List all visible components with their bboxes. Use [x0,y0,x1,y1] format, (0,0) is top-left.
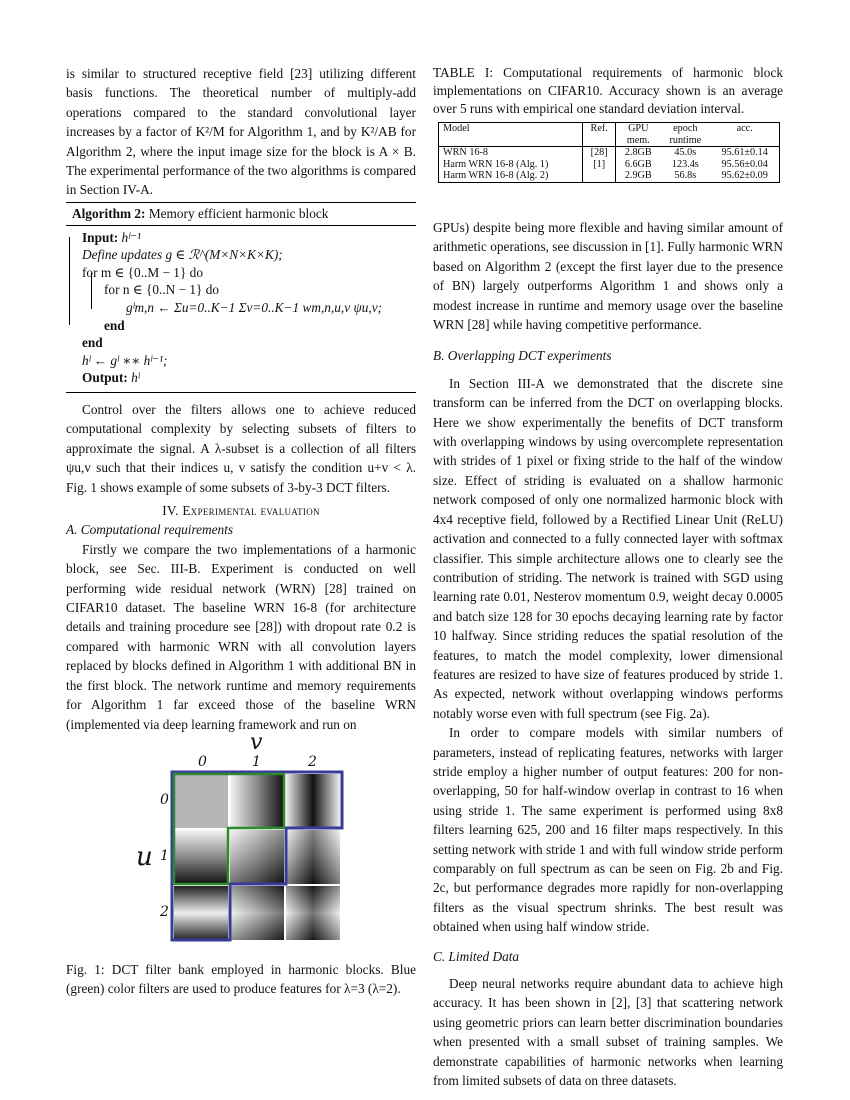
subset-boundaries [130,730,360,950]
header-model: Model [439,123,583,135]
cell-acc: 95.62±0.09 [710,170,779,182]
cell-gpu: 6.6GB [616,159,661,171]
algo-update-line: gˡm,n ← Σu=0..K−1 Σv=0..K−1 wm,n,u,v ψu,v; [126,299,383,315]
gpu-paragraph: GPUs) despite being more flexible and having similar amount of arithmetic operations, see discussion in [1]. Fully harmonic WRN based on Algorithm 2 (except the first layer due to the presence of BN) largely outperforms Algorithm 1 and shows only a modest increase in runtime and memory usage over the baseline WRN [28] while having competitive performance. [433,220,783,333]
subsection-a-heading: A. Computational requirements [66,522,234,538]
subsection-b-heading: B. Overlapping DCT experiments [433,348,612,364]
table-row [439,170,780,182]
requirements-table [438,122,780,183]
dct-filter-figure [130,730,360,950]
algorithm-box [66,202,416,393]
section-title: IV. Experimental evaluation [162,503,320,519]
algo-output-keyword: Output: [82,370,128,386]
algo-input-value: hˡ⁻¹ [121,229,142,245]
cell-ref: [28] [583,147,616,159]
subsection-c-heading: C. Limited Data [433,948,520,964]
cell-acc: 95.56±0.04 [710,159,779,171]
v-axis-label: v [250,730,263,755]
algo-input-keyword: Input: [82,229,119,245]
cell-ref [583,170,616,182]
computational-paragraph: Firstly we compare the two implementations of a harmonic block, see Sec. III-B. Experiment is conducted on well performing wide residual network (WRN) [28] trained on CIFAR10 dataset. The baseline WRN 16-8 (for architecture details and training procedure see [28]) with dropout rate 0.2 is compared with harmonic WRN with all convolution layers replaced by blocks defined in Algorithm 1 with additional BN in the first block. The network runtime and memory requirements for Algorithm 1 far exceed those of the baseline WRN (implemented via deep learning framework and run on [66,541,416,732]
algo-define-line: Define updates g ∈ ℛ^(M×N×K×K); [82,247,283,263]
u-axis-label: u [136,842,153,872]
lambda-2-boundary [174,774,284,884]
table-row [439,147,780,159]
algorithm-title: Memory efficient harmonic block [148,206,329,221]
algorithm-label: Algorithm 2: [72,206,146,221]
algo-outer-loop-bar [69,237,70,325]
header-ref: Ref. [583,123,616,135]
cell-gpu: 2.9GB [616,170,661,182]
algo-end-outer: end [82,335,103,351]
algo-output-value: hˡ [131,370,140,386]
cell-epoch: 45.0s [674,147,697,158]
algorithm-body [66,226,416,387]
lambda-3-boundary [172,772,342,940]
header-epoch: epoch [660,123,710,135]
table-row [439,159,780,171]
header-gpu: GPU [616,123,661,135]
compare-paragraph: In order to compare models with similar numbers of parameters, instead of replicating features, networks with larger stride employ a higher number of output features: 200 for non-overlapping, 50 for half-window overlap in contrast to 16 when using stride 1. The same experiment is performed using 8x8 filters learning 625, 200 and 16 filter maps respectively. In this setting network with stride 1 and with full window stride perform comparably on full spectrum as can be seen on Fig. 2b and Fig. 2c, but performance degrades more rapidly for non-overlapping filters as the visual spectrum shrinks. The best result was obtained when using half window stride. [433,725,783,935]
cell-model: Harm WRN 16-8 (Alg. 2) [439,170,583,182]
row-tick-1: 1 [160,848,169,864]
limited-data-paragraph: Deep neural networks require abundant data to achieve high accuracy. It has been shown in [2], [3] that scattering network using geometric priors can learn better discrimination boundaries when presented with a small subset of training samples. We demonstrate capabilities of harmonic networks when learning from limited subsets of data on three datasets. [433,976,783,1089]
row-tick-0: 0 [160,792,169,808]
table-header-row [439,123,780,135]
algo-inner-loop-bar [91,273,92,309]
cell-gpu: 2.8GB [616,147,661,159]
control-paragraph: Control over the filters allows one to achieve reduced computational complexity by selecting subsets of filters to approximate the signal. A λ-subset is a collection of all filters ψu,v such that their indices u, v satisfy the condition u+v < λ. Fig. 1 shows example of some subsets of 3-by-3 DCT filters. [66,402,416,495]
cell-epoch: 123.4s [671,158,699,170]
table-header-sub-row [439,135,780,147]
col-tick-0: 0 [198,754,207,770]
cell-ref: [1] [583,159,616,171]
cell-model: WRN 16-8 [439,147,583,159]
left-column-bottom [66,400,416,734]
overlap-paragraph: In Section III-A we demonstrated that the discrete sine transform can be inferred from the DCT on overlapping blocks. Here we show experimentally the benefits of DCT transform with overlapping windows by using overcomplete representation with strides of 1 pixel or fixing stride to the half of the window size. Effect of striding is evaluated on a shallow harmonic network composed of only one normalized harmonic block with 4x4 receptive field, followed by a Rectified Linear Unit (ReLU) activation and connected to a fully connected layer with softmax classifier. This simple architecture allows one to clearly see the contribution of striding. The network is trained with SGD using learning rate 0.01, Nesterov momentum 0.9, weight decay 0.0005 and batch size 128 for 30 epochs decaying learning rate by factor 10 halfway. Since striding reduces the spatial resolution of the features, to match the model complexity, lower dimensional features are resized to have size of features produced by stride 1. As expected, network without overlapping windows performs notably worse even with full spectrum (see Fig. 2a). [433,375,783,721]
col-tick-1: 1 [252,754,261,770]
row-tick-2: 2 [160,904,169,920]
algo-for-m-line: for m ∈ {0..M − 1} do [82,264,203,280]
right-column [433,218,783,1090]
algo-assign-line: hˡ ← gˡ ∗∗ hˡ⁻¹; [82,352,168,368]
col-tick-2: 2 [308,754,317,770]
header-epoch-sub: runtime [660,135,710,147]
header-gpu-sub: mem. [616,135,661,147]
algorithm-header [66,203,416,223]
left-column-top [66,64,416,200]
figure-caption: Fig. 1: DCT filter bank employed in harmonic blocks. Blue (green) color filters are used to produce features for λ=3 (λ=2). [66,962,416,997]
table-caption: TABLE I: Computational requirements of harmonic block implementations on CIFAR10. Accuracy shown is an average over 5 runs with empirical one standard deviation interval. [433,65,783,117]
cell-epoch: 56.8s [660,170,710,182]
cell-model: Harm WRN 16-8 (Alg. 1) [439,159,583,171]
intro-paragraph: is similar to structured receptive field [23] utilizing different basis functions. The theoretical number of multiply-add operations compared to the standard convolutional layer increases by a factor of K²/M for Algorithm 1, and by K²/AB for Algorithm 2, where the input image size for the block is A × B. The experimental performance of the two algorithms is compared in Section IV-A. [66,66,416,198]
algo-end-inner: end [104,317,125,333]
cell-acc: 95.61±0.14 [710,147,779,159]
algo-for-n-line: for n ∈ {0..N − 1} do [104,282,220,298]
header-acc: acc. [710,123,779,135]
